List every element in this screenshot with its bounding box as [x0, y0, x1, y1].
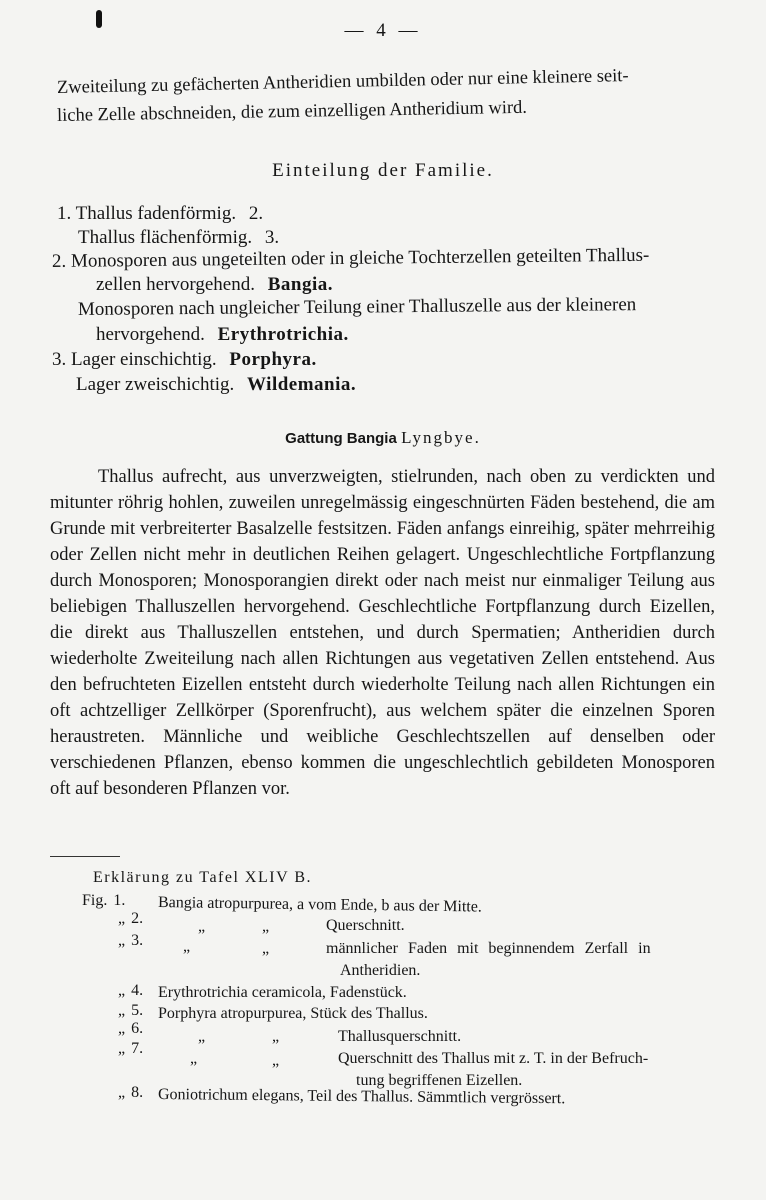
key-number: 1. — [57, 203, 72, 224]
key-item-1b — [78, 227, 279, 249]
key-text: hervorgehend. — [96, 324, 205, 345]
key-text: Monosporen nach ungleicher Teilung einer Thalluszelle aus der kleineren — [77, 294, 637, 320]
key-number: 3. — [52, 349, 67, 370]
fig-prefix: „ — [118, 932, 126, 949]
figure-entry — [118, 910, 143, 928]
fig-text: Erythrotrichia ceramicola, Fadenstück. — [158, 984, 407, 1001]
genus-bangia: Bangia. — [267, 274, 333, 295]
figure-entry — [118, 932, 143, 950]
fig-text: männlicher Faden mit beginnendem Zerfall in — [326, 940, 651, 957]
fig-ditto: „ — [262, 940, 270, 957]
fig-prefix: „ — [118, 1040, 126, 1057]
figure-entry — [118, 1084, 143, 1102]
divider-rule — [50, 856, 120, 857]
fig-text: Thallusquerschnitt. — [338, 1028, 462, 1045]
plate-title: Erklärung zu Tafel XLIV B. — [93, 869, 313, 886]
fig-prefix: „ — [118, 910, 126, 927]
key-text: Thallus flächenförmig. — [78, 227, 253, 248]
fig-text: Porphyra atropurpurea, Stück des Thallus. — [158, 1005, 428, 1022]
fig-prefix: „ — [118, 1084, 126, 1101]
figure-entry — [118, 1040, 143, 1058]
key-item-2b — [78, 294, 636, 321]
fig-ditto: „ — [190, 1050, 198, 1067]
section-title: Einteilung der Familie. — [272, 160, 494, 181]
fig-number: 3. — [131, 932, 144, 949]
fig-text-cont: Antheridien. — [340, 962, 421, 979]
fig-ditto: „ — [198, 1028, 206, 1045]
figure-entry — [118, 1020, 143, 1038]
fig-prefix: Fig. — [82, 892, 108, 909]
fig-prefix: „ — [118, 1020, 126, 1037]
fig-ditto: „ — [262, 918, 270, 935]
fig-text: Querschnitt des Thallus mit z. T. in der Befruch- — [338, 1050, 649, 1067]
genus-author: Lyngbye. — [401, 428, 481, 447]
description-text: Thallus aufrecht, aus unverzweigten, stielrunden, nach oben zu verdickten und mitunter röhrig hohlen, zuweilen unregelmässig eingeschnürten Fäden bestehend, die am Grunde mit verbreiterter Basalzelle festsitzen. Fäden anfangs einreihig, später mehrreihig oder Zellen nicht mehr in deutlichen Reihen gelagert. Ungeschlechtliche Fortpflanzung durch Monosporen; Monosporangien direkt oder nach meist nur einmaliger Teilung aus beliebigen Thalluszellen hervorgehend. Geschlechtliche Fortpflanzung durch Eizellen, die direkt aus Thalluszellen entstehen, und durch Spermatien; Antheridien durch wiederholte Zweiteilung nach allen Richtungen aus vegetativen Zellen entstehend. Aus den befruchteten Eizellen entsteht durch wiederholte Teilung nach allen Richtungen ein oft achtzelliger Zellkörper (Sporenfrucht), aus welchem später die einzelnen Sporen heraustreten. Männliche und weibliche Geschlechtszellen auf denselben oder verschiedenen Pflanzen, ebenso kommen die ungeschlechtlich gebildeten Monosporen oft auf besonderen Pflanzen vor. — [50, 467, 715, 799]
genus-erythrotrichia: Erythrotrichia. — [217, 324, 349, 345]
key-text: Monosporen aus ungeteilten oder in gleiche Tochterzellen geteilten Thallus- — [70, 244, 650, 272]
fig-prefix: „ — [118, 982, 126, 999]
key-text: Thallus fadenförmig. — [75, 203, 237, 224]
fig-number: 1. — [113, 892, 126, 909]
key-item-3b — [76, 374, 356, 396]
fig-prefix: „ — [118, 1002, 126, 1019]
key-text: zellen hervorgehend. — [96, 274, 255, 295]
genus-heading — [0, 428, 766, 448]
description-paragraph — [50, 464, 715, 802]
fig-number: 5. — [131, 1002, 144, 1019]
key-item-2b-cont — [96, 324, 349, 346]
genus-label: Gattung Bangia — [285, 430, 397, 447]
fig-text: Bangia atropurpurea, a vom Ende, b aus der Mitte. — [157, 894, 483, 916]
key-item-1a — [57, 203, 263, 225]
key-number: 2. — [51, 250, 67, 272]
key-text: Lager einschichtig. — [71, 349, 217, 370]
fig-number: 8. — [131, 1084, 144, 1101]
fig-ditto: „ — [198, 918, 206, 935]
fig-ditto: „ — [272, 1052, 280, 1069]
figure-entry — [82, 892, 125, 910]
figure-entry — [118, 982, 143, 1000]
fig-text-cont: tung begriffenen Eizellen. — [356, 1072, 523, 1089]
key-text: Lager zweischichtig. — [76, 374, 235, 395]
intro-line-1: Zweiteilung zu gefächerten Antheridien umbilden oder nur eine kleinere seit- — [56, 66, 629, 98]
key-ref: 2. — [248, 203, 264, 224]
page-number: — 4 — — [344, 20, 422, 41]
key-item-2a-cont — [96, 274, 333, 296]
fig-text: Querschnitt. — [326, 917, 405, 934]
fig-ditto: „ — [272, 1028, 280, 1045]
fig-ditto: „ — [183, 938, 191, 955]
intro-line-2: liche Zelle abschneiden, die zum einzelligen Antheridium wird. — [56, 97, 528, 126]
genus-wildemania: Wildemania. — [247, 374, 357, 395]
fig-number: 6. — [131, 1020, 144, 1037]
genus-porphyra: Porphyra. — [229, 349, 317, 370]
fig-number: 2. — [131, 910, 144, 927]
key-ref: 3. — [264, 227, 280, 248]
fig-number: 4. — [131, 982, 144, 999]
fig-number: 7. — [131, 1040, 144, 1057]
key-item-3a — [52, 349, 317, 371]
fig-text: Goniotrichum elegans, Teil des Thallus. Sämmtlich vergrössert. — [157, 1086, 566, 1108]
figure-entry — [118, 1002, 143, 1020]
